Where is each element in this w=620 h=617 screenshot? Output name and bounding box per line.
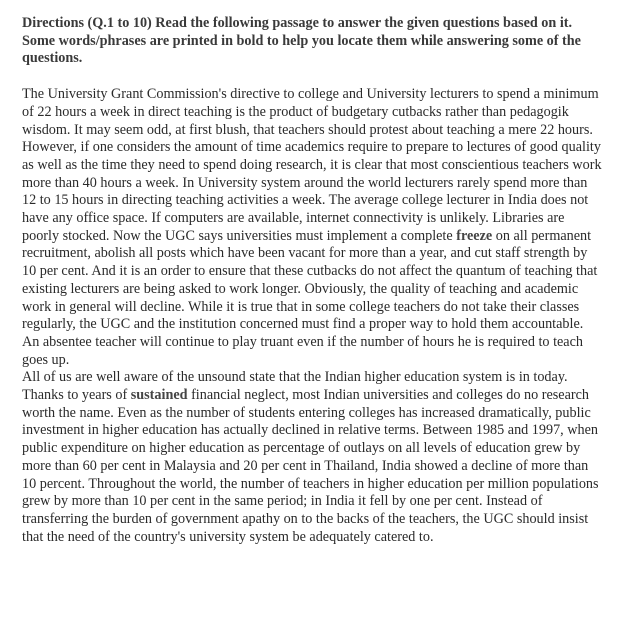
keyword-freeze: freeze — [456, 227, 493, 244]
passage-paragraph-1 — [22, 86, 602, 369]
passage-document — [22, 15, 602, 546]
paragraph-1-text-b: on all permanent recruitment, abolish all posts which have been vacant for more than a year, and cut staff strength by 10 per cent. And it is an order to ensure that these cutbacks do not affect the quantum of teaching that existing lecturers are being asked to work longer. Obviously, the quality of teaching and academic work in general will decline. While it is true that in some college teachers do not take their classes regularly, the UGC and the institution concerned must find a proper way to hold them accountable. An absentee teacher will continue to play truant even if the number of hours he is required to teach goes up. — [22, 227, 598, 368]
paragraph-2-text-a: All of us are well aware of the unsound state that the Indian higher education system is in today. Thanks to years of — [22, 369, 568, 404]
directions-heading: Directions (Q.1 to 10) Read the following passage to answer the given questions based on it. Some words/phrases are printed in bold to help you locate them while answering some of the questions. — [22, 15, 581, 67]
keyword-sustained: sustained — [130, 387, 188, 404]
paragraph-2-text-b: financial neglect, most Indian universities and colleges do no research worth the name. Even as the number of students entering colleges has increased dramatically, public investment in higher education has actually declined in relative terms. Between 1985 and 1997, when public expenditure on higher education as percentage of outlays on all levels of education grew by more than 60 per cent in Malaysia and 20 per cent in Thailand, India showed a decline of more than 10 percent. Throughout the world, the number of teachers in higher education per million populations grew by more than 10 per cent in the same period; in India it fell by one per cent. Instead of transferring the burden of government apathy on to the backs of the teachers, the UGC should insist that the need of the country's university system be adequately catered to. — [22, 387, 599, 545]
passage-paragraph-2 — [22, 369, 602, 546]
paragraph-1-text-a: The University Grant Commission's directive to college and University lecturers to spend a minimum of 22 hours a week in direct teaching is the product of budgetary cutbacks rather than pedagogik wisdom. It may seem odd, at first blush, that teachers should protest about teaching a mere 22 hours. However, if one considers the amount of time academics require to prepare to lectures of good quality as well as the time they need to spend doing research, it is clear that most conscientious teachers work more than 40 hours a week. In University system around the world lecturers rarely spend more than 12 to 15 hours in directing teaching activities a week. The average college lecturer in India does not have any office space. If computers are available, internet connectivity is unlikely. Libraries are poorly stocked. Now the UGC says universities must implement a complete — [22, 86, 602, 244]
